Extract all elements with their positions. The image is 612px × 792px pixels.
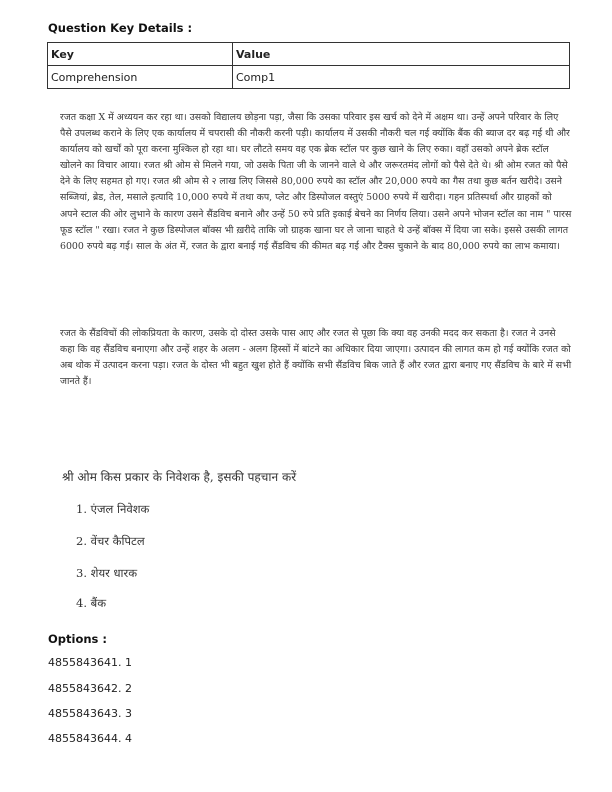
question-text: श्री ओम किस प्रकार के निवेशक है, इसकी पहचान करें: [62, 470, 297, 484]
answer-choice-4: 4. बैंक: [76, 596, 107, 610]
option-item-3: 4855843643. 3: [48, 707, 132, 720]
option-item-1: 4855843641. 1: [48, 656, 132, 669]
row-value-cell: Comp1: [233, 66, 570, 89]
table-header-row: [48, 43, 570, 66]
answer-choice-2: 2. वेंचर कैपिटल: [76, 534, 145, 548]
options-title: Options :: [48, 632, 107, 646]
option-item-2: 4855843642. 2: [48, 682, 132, 695]
passage-paragraph-1: रजत कक्षा X में अध्ययन कर रहा था। उसको विद्यालय छोड़ना पड़ा, जैसा कि उसका परिवार इस खर्च को देने में अक्षम था। उन्हें अपने परिवार के लिए पैसे उपलब्ध कराने के लिए एक कार्यालय में चपरासी की नौकरी करनी पड़ी। कार्यालय में उसकी नौकरी चल गई क्योंकि बैंक की ब्याज दर बढ़ गई थी और कार्यालय को खर्चों को पूरा करना मुश्किल हो रहा था। घर लौटते समय वह एक ब्रेक स्टॉल पर कुछ खाने के लिए रुका। वहाँ उसको अपने ब्रेक स्टॉल खोलने का विचार आया। रजत श्री ओम से मिलने गया, जो उसके पिता जी के जानने वाले थे और जरूरतमंद लोगों को पैसे देते थे। श्री ओम रजत को पैसे देने के लिए सहमत हो गए। रजत श्री ओम से २ लाख लिए जिससे 80,000 रुपये का स्टॉल और 20,000 रुपये का गैस तथा कुछ बर्तन खरीदे। उसने सब्जियां, ब्रेड, तेल, मसाले इत्यादि 10,000 रुपये में तथा कप, प्लेट और डिस्पोजल वस्तुएं 5000 रुपये में खरीदा। गहन प्रतिस्पर्धा और ग्राहकों को अपने स्टाल की ओर लुभाने के कारण उसने सैंडविच बनाने और उन्हें 50 रुपे प्रति इकाई बेचने का निर्णय लिया। उसने अपने भोजन स्टॉल का नाम " पारस फूड स्टॉल " रखा। रजत ने कुछ डिस्पोजल बॉक्स भी ख़रीदे ताकि जो ग्राहक खाना घर ले जाना चाहते थे उन्हें बॉक्स में दिया जा सके। इससे उसकी लागत 6000 रुपये बढ़ गई। साल के अंत में, रजत के द्वारा बनाई गई सैंडविच की कीमत बढ़ गई और टैक्स चुकाने के बाद 80,000 रुपये का लाभ कमाया।: [60, 112, 572, 252]
row-key-cell: Comprehension: [48, 66, 233, 89]
key-details-title: Question Key Details :: [48, 21, 193, 35]
answer-choice-1: 1. एंजल निवेशक: [76, 502, 150, 516]
answer-choice-3: 3. शेयर धारक: [76, 566, 138, 580]
key-details-table: [47, 42, 570, 89]
header-key-cell: Key: [48, 43, 233, 66]
table-row: [48, 66, 570, 89]
passage-paragraph-2: रजत के सैंडविचों की लोकप्रियता के कारण, उसके दो दोस्त उसके पास आए और रजत से पूछा कि क्या वह उनकी मदद कर सकता है। रजत ने उनसे कहा कि वह सैंडविच बनाएगा और उन्हें शहर के अलग - अलग हिस्सों में बांटने का अधिकार दिया जाएगा। उत्पादन की लागत कम हो गई क्योंकि रजत को अब थोक में उत्पादन करना पड़ा। रजत के दोस्त भी बहुत खुश होते हैं क्योंकि सभी सैंडविच बिक जाते हैं और रजत द्वारा बनाए गए सैंडविच के बारे में सभी जानते हैं।: [60, 328, 572, 388]
header-value-cell: Value: [233, 43, 570, 66]
option-item-4: 4855843644. 4: [48, 732, 132, 745]
